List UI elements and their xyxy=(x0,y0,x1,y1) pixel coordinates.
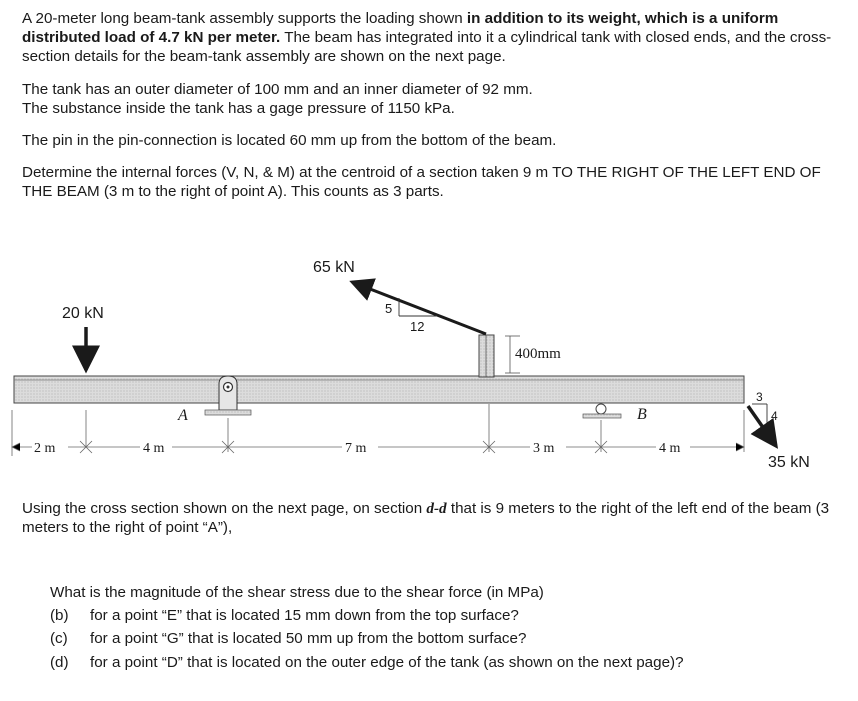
question-c-text: for a point “G” that is located 50 mm up from the bottom surface? xyxy=(90,630,527,647)
load-top-label: 65 kN xyxy=(313,259,355,276)
dim-label-4: 3 m xyxy=(533,441,555,456)
section-name: d-d xyxy=(426,500,447,517)
section-text-prefix: Using the cross section shown on the next page, on section xyxy=(22,500,427,517)
load-right-label: 35 kN xyxy=(768,454,810,471)
roller-support-b xyxy=(583,404,621,418)
question-intro: What is the magnitude of the shear stress due to the shear force (in MPa) xyxy=(50,584,544,601)
slope-right-horizontal: 3 xyxy=(756,390,763,404)
dim-label-3: 7 m xyxy=(345,441,367,456)
determine-instructions: Determine the internal forces (V, N, & M) at the centroid of a section taken 9 m TO THE RIGHT OF THE LEFT END OF THE BEAM (3 m to the right of point A). This counts as 3 parts. xyxy=(22,164,821,200)
dimension-line xyxy=(12,404,744,456)
dim-label-5: 4 m xyxy=(659,441,681,456)
point-a-label: A xyxy=(178,407,188,424)
dim-label-1: 2 m xyxy=(34,441,56,456)
question-b-text: for a point “E” that is located 15 mm down from the top surface? xyxy=(90,607,519,624)
tank-pressure-text: The substance inside the tank has a gage pressure of 1150 kPa. xyxy=(22,100,455,117)
problem-text-intro: A 20-meter long beam-tank assembly supports the loading shown xyxy=(22,10,467,27)
problem-text-bold: in addition to its weight, which is a uniform distributed load of 4.7 kN per meter. xyxy=(22,10,779,46)
question-c-label: (c) xyxy=(50,630,68,647)
question-d-text: for a point “D” that is located on the outer edge of the tank (as shown on the next page)? xyxy=(90,654,684,671)
tank-height-label: 400mm xyxy=(515,346,561,362)
slope-right-vertical: 4 xyxy=(771,409,778,423)
section-description xyxy=(22,499,842,537)
section-text-suffix: that is 9 meters to the right of the left end of the beam (3 meters to the right of point “A”), xyxy=(22,500,830,536)
dim-label-2: 4 m xyxy=(143,441,165,456)
slope-top-horizontal: 12 xyxy=(410,319,425,334)
point-b-label: B xyxy=(637,406,647,423)
problem-text-suffix: The beam has integrated into it a cylindrical tank with closed ends, and the cross-section details for the beam-tank assembly are shown on the next page. xyxy=(22,29,832,65)
question-b-label: (b) xyxy=(50,607,69,624)
pin-location: The pin in the pin-connection is located 60 mm up from the bottom of the beam. xyxy=(22,132,557,149)
tank-diameter-text: The tank has an outer diameter of 100 mm and an inner diameter of 92 mm. xyxy=(22,81,533,98)
question-d-label: (d) xyxy=(50,654,69,671)
slope-top-vertical: 5 xyxy=(385,301,393,316)
load-left-label: 20 kN xyxy=(62,305,104,322)
tank xyxy=(479,335,494,377)
